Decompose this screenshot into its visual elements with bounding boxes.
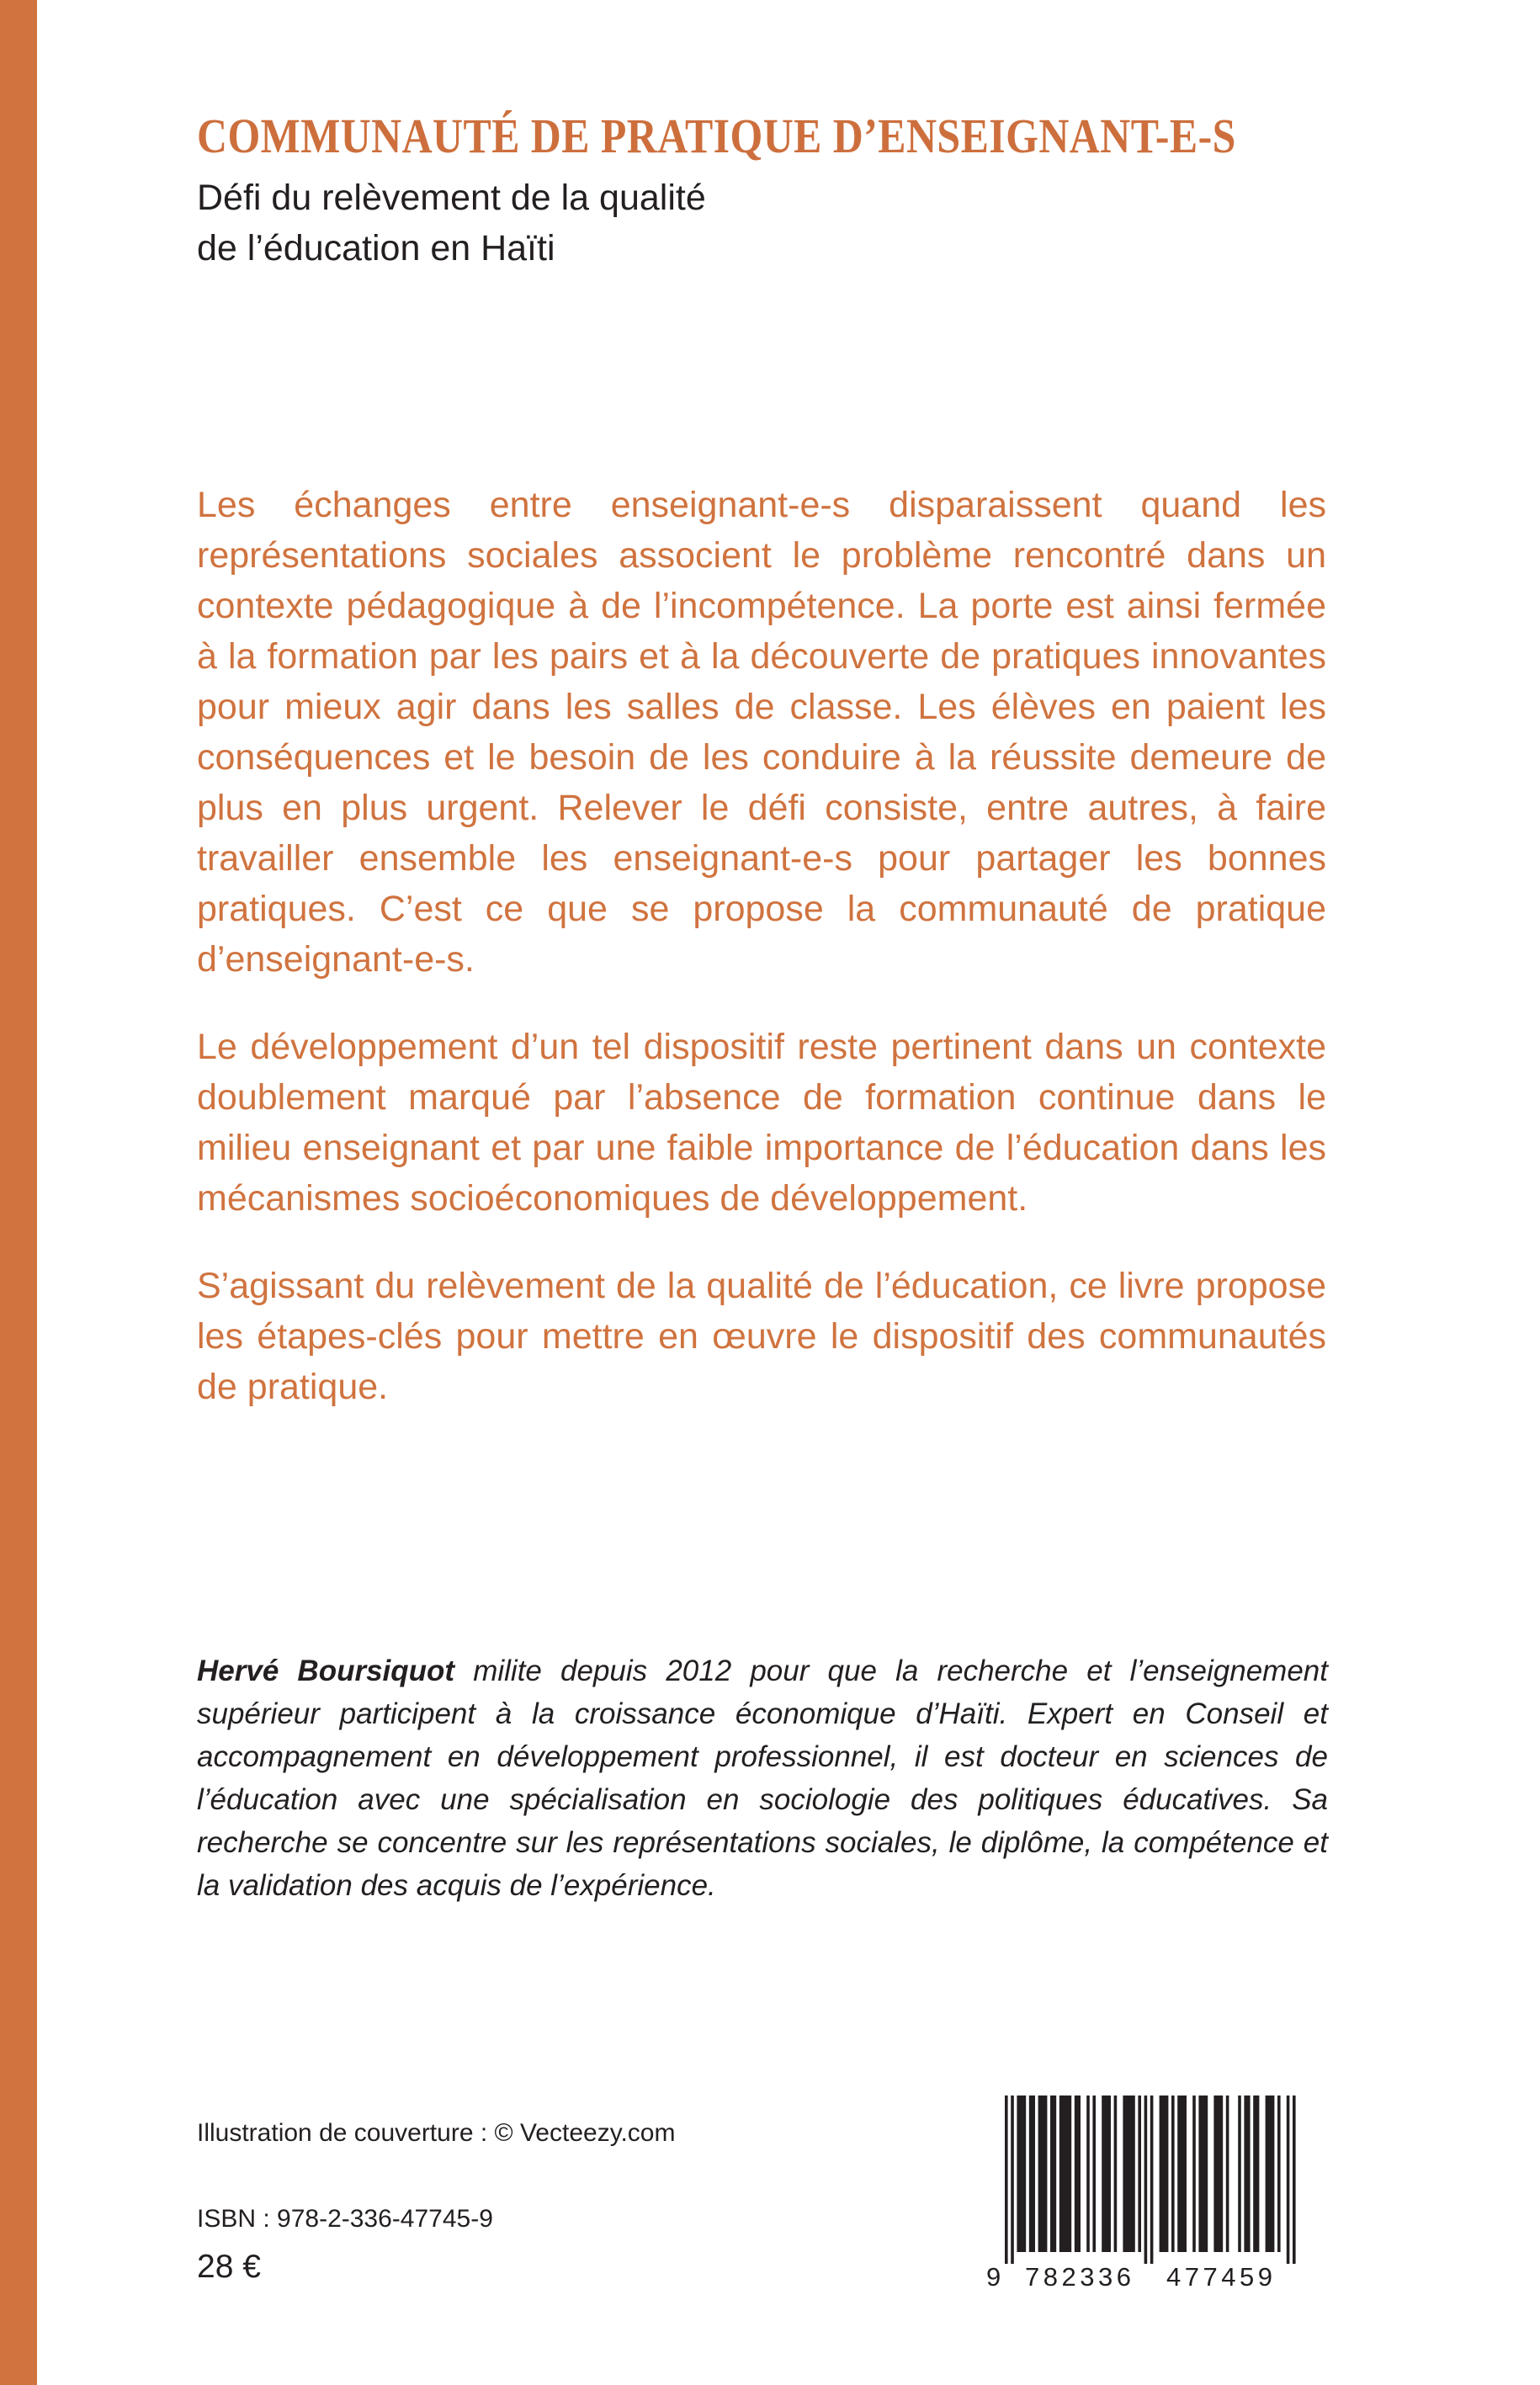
barcode-bar: [1092, 2096, 1096, 2252]
book-title: COMMUNAUTÉ DE PRATIQUE D’ENSEIGNANT-E-S: [197, 109, 1236, 163]
barcode-bar: [1005, 2096, 1008, 2264]
summary-paragraph-1: Les échanges entre enseignant-e-s disparaissent quand les représentations sociales associent le problème rencontré dans un contexte pédagogique à de l’incompétence. La porte est ainsi fermée à la formation par les pairs et à la découverte de pratiques innovantes pour mieux agir dans les salles de classe. Les élèves en paient les conséquences et le besoin de les conduire à la réussite demeure de plus en plus urgent. Relever le défi consiste, entre autres, à faire travailler ensemble les enseignant-e-s pour partager les bonnes pratiques. C’est ce que se propose la communauté de pratique d’enseignant-e-s.: [197, 485, 1326, 980]
barcode-bar: [1138, 2096, 1141, 2252]
barcode-right-digits: 477459: [1166, 2262, 1277, 2292]
subtitle-line-2: de l’éducation en Haïti: [197, 228, 555, 268]
barcode-bar: [1171, 2096, 1175, 2252]
barcode-bars: [983, 2096, 1328, 2264]
barcode-bar: [1075, 2096, 1081, 2252]
barcode-left-digits: 782336: [1025, 2262, 1135, 2292]
barcode-digits: [983, 2262, 1328, 2292]
barcode-bar: [1192, 2096, 1196, 2252]
summary-paragraph-2: Le développement d’un tel dispositif reste pertinent dans un contexte doublement marqué par l’absence de formation continue dans le milieu enseignant et par une faible importance de l’éducation dans les mécanismes socioéconomiques de développement.: [197, 1027, 1326, 1219]
author-name: Hervé Boursiquot: [197, 1655, 455, 1687]
barcode-bar: [1244, 2096, 1250, 2252]
subtitle-line-1: Défi du relèvement de la qualité: [197, 178, 706, 218]
summary-paragraph-3: S’agissant du relèvement de la qualité de l’éducation, ce livre propose les étapes-clés pour mettre en œuvre le dispositif des communautés de pratique.: [197, 1266, 1326, 1407]
author-bio-text: milite depuis 2012 pour que la recherche et l’enseignement supérieur participent à la croissance économique d’Haïti. Expert en Conseil et accompagnement en développement professionnel, il est docteur en sciences de l’éducation avec une spécialisation en sociologie des politiques éducatives. Sa recherche se concentre sur les représentations sociales, le diplôme, la compétence et la validation des acquis de l’expérience.: [197, 1655, 1328, 1902]
barcode-bar: [1050, 2096, 1056, 2252]
barcode-bar: [1123, 2096, 1134, 2252]
isbn-barcode: [983, 2096, 1328, 2292]
isbn-label: ISBN : 978-2-336-47745-9: [197, 2205, 493, 2233]
barcode-bar: [1253, 2096, 1259, 2252]
barcode-bar: [1011, 2096, 1014, 2264]
barcode-first-digit: 9: [986, 2262, 1001, 2292]
barcode-bar: [1017, 2096, 1026, 2252]
barcode-bar: [1102, 2096, 1111, 2252]
barcode-bar: [1086, 2096, 1090, 2252]
author-biography: [197, 1649, 1328, 1907]
barcode-bar: [1293, 2096, 1296, 2264]
barcode-bar: [1177, 2096, 1187, 2252]
barcode-bar: [1213, 2096, 1223, 2252]
barcode-bar: [1198, 2096, 1208, 2252]
barcode-bar: [1038, 2096, 1048, 2252]
barcode-bar: [1226, 2096, 1229, 2252]
barcode-bar: [1266, 2096, 1275, 2252]
barcode-bar: [1287, 2096, 1290, 2264]
barcode-bar: [1144, 2096, 1148, 2264]
barcode-bar: [1238, 2096, 1241, 2252]
barcode-bar: [1114, 2096, 1118, 2252]
barcode-bar: [1029, 2096, 1035, 2252]
cover-illustration-credit: Illustration de couverture : © Vecteezy.com: [197, 2119, 676, 2147]
barcode-bar: [1277, 2096, 1281, 2252]
barcode-bar: [1150, 2096, 1154, 2264]
barcode-bar: [1059, 2096, 1071, 2252]
book-subtitle: [197, 173, 1038, 274]
barcode-bar: [1160, 2096, 1169, 2252]
spine-color-band: [0, 0, 37, 2385]
back-cover-summary: [197, 480, 1326, 1449]
price-label: 28 €: [197, 2249, 261, 2285]
